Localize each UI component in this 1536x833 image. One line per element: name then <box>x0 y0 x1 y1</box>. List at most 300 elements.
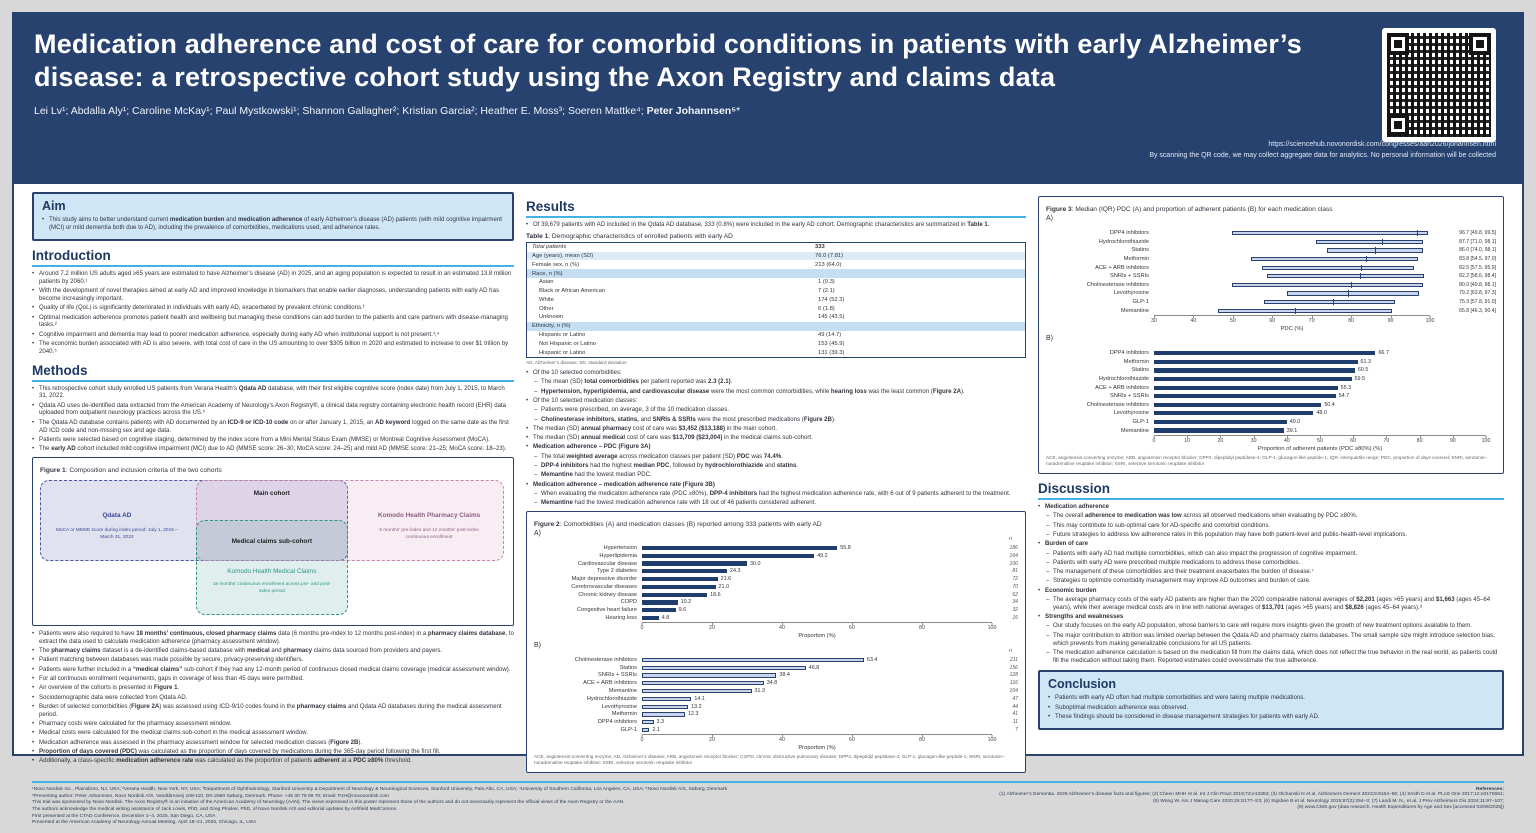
dash-marker: – <box>534 452 538 460</box>
bullet-item: • Optimal medication adherence promotes patient health and wellbeing but managing these conditions can add burden to the patients and care partners with disease-managing tasks.² <box>32 313 508 329</box>
axis-tick-label: 40 <box>779 735 785 744</box>
bullet-marker: • <box>526 221 529 228</box>
median-iqr-value: 83.8 [54.5, 97.0] <box>1459 256 1496 263</box>
bar-value-label: 4.8 <box>661 615 670 622</box>
bar <box>642 712 685 716</box>
median-line <box>1366 256 1367 262</box>
sub-bullet-item: – Hypertension, hyperlipidemia, and cardiovascular disease were the most common comorbidities, while hearing loss was the least common (Figure 2A). <box>534 387 965 395</box>
category-label: GLP-1 <box>620 727 637 734</box>
axis-tick-label: 60 <box>849 735 855 744</box>
category-label: Hydrochlorothiazide <box>1098 238 1149 245</box>
median-line <box>1351 282 1352 288</box>
aim-heading: Aim <box>42 199 66 213</box>
category-label: Memantine <box>608 688 637 695</box>
qr-code <box>1382 28 1496 142</box>
figure2b-chart <box>534 647 1018 752</box>
chart-row <box>1046 375 1496 384</box>
chart-row <box>1046 281 1496 290</box>
footer-line: Presented at the American Academy of Neurology Annual Meeting, April 18–21, 2026, Chicago, IL, USA <box>32 820 257 826</box>
dash-marker: – <box>534 489 538 497</box>
bullet-item: • The early AD cohort included mild cognitive impairment (MCI) due to AD (MMSE score: 26–30; MoCA score: 24–25) and mild AD (MMSE score: 21–25; MoCA score: 18–23). <box>32 445 507 453</box>
bullet-item: • Medical costs were calculated for the medical claims sub-cohort in the medical assessment window. <box>32 729 308 737</box>
bar-value-label: 3.3 <box>656 719 665 726</box>
bullet-marker: • <box>32 656 35 664</box>
affiliations-block <box>32 787 974 827</box>
bullet-marker: • <box>42 216 45 223</box>
axis-tick-label: 70 <box>1309 316 1315 325</box>
bullet-item: • Of the 10 selected medication classes: <box>526 396 638 404</box>
axis-tick-label: 80 <box>1348 316 1354 325</box>
n-value: 72 <box>1012 576 1018 583</box>
table1 <box>526 242 1026 358</box>
bullet-item: • Economic burden <box>1038 586 1097 594</box>
bullet-item: • Quality of life (QoL) is significantly deteriorated in individuals with early AD, exacerbated by prevalent chronic conditions.¹ <box>32 304 365 312</box>
category-label: Cholinesterase inhibitors <box>1086 401 1149 408</box>
bullet-marker: • <box>32 313 35 321</box>
dash-marker: – <box>534 378 538 386</box>
chart-row <box>534 679 1018 687</box>
bullet-item: • This retrospective cohort study enrolled US patients from Verana Health’s Qdata AD database, with their first eligible cognitive score (index date) from July 1, 2015, to March 31, 2022. <box>32 384 505 400</box>
n-value: 62 <box>1012 591 1018 598</box>
sub-bullet-item: – The management of these comorbidities and their treatment exacerbates the burden of disease.⁷ <box>1046 568 1314 576</box>
bar <box>1154 386 1338 390</box>
bar-value-label: 66.7 <box>1378 350 1389 357</box>
bullet-marker: • <box>32 435 35 443</box>
chart-row <box>1046 409 1496 418</box>
introduction-heading: Introduction <box>32 248 514 267</box>
dash-marker: – <box>534 415 538 423</box>
bar <box>642 689 752 693</box>
category-label: SNRIs + SSRIs <box>1109 393 1149 400</box>
bullet-marker: • <box>32 629 35 637</box>
chart-row <box>534 664 1018 672</box>
results-intro-bullets <box>526 221 1026 229</box>
bullet-item: • This study aims to better understand current medication burden and medication adherence of early Alzheimer’s disease (AD) patients (with mild cognitive impairment (MCI) or mild dementia both due to AD), including the prevalence of comorbidities, medications used, and adherence rates. <box>42 216 502 231</box>
n-value: 16 <box>1012 615 1018 622</box>
table-row: Not Hispanic or Latino 153 (45.9) <box>539 340 845 347</box>
bar <box>1154 377 1352 381</box>
table1-caption: Table 1: Demographic characteristics of enrolled patients with early AD <box>526 232 733 240</box>
bar <box>1154 360 1358 364</box>
dash-marker: – <box>534 471 538 479</box>
median-line <box>1382 239 1383 245</box>
bar-value-label: 48.0 <box>1316 410 1327 417</box>
venn-pharmacy-subtext: 6 months’ pre-index and 12 months’ post-index continuous enrollment <box>379 528 479 540</box>
category-label: COPD <box>620 599 637 606</box>
sub-bullet-item: – DPP-4 inhibitors had the highest median PDC, followed by hydrochlorothiazide and statins. <box>534 462 799 470</box>
methods-bullets-top <box>32 385 514 453</box>
bar-value-label: 46.8 <box>808 664 820 671</box>
bullet-marker: • <box>32 647 35 655</box>
bar-value-label: 21.0 <box>718 583 729 590</box>
chart-row <box>534 560 1018 568</box>
chart-row <box>534 567 1018 575</box>
category-label: DPP4 inhibitors <box>597 719 637 726</box>
bar-value-label: 61.3 <box>1360 358 1372 365</box>
axis-tick-label: 100 <box>988 735 997 744</box>
table-row: Asian 1 (0.3) <box>539 279 835 286</box>
median-iqr-value: 87.7 [71.0, 98.1] <box>1459 238 1496 245</box>
category-label: Hyperlipidemia <box>599 552 637 559</box>
chart-row <box>534 711 1018 719</box>
bullet-marker: • <box>32 702 35 710</box>
chart-row <box>1046 401 1496 410</box>
bar <box>642 561 747 565</box>
median-line <box>1295 308 1296 314</box>
dash-marker: – <box>1046 549 1050 557</box>
sub-bullet-item: – The average pharmacy costs of the early AD patients are higher than the 2020 comparable national averages of $2,201 (ages >65 years) and $1,663 (ages 45–64 years), while their average medical costs are in line with national averages of $13,701 (ages >65 years) and $8,826 (ages 45–64 years).⁸ <box>1046 596 1491 611</box>
figure3a-chart <box>1046 223 1496 333</box>
sub-bullet-item: – Memantine had the lowest medication adherence rate with 18 out of 46 patients considered adherent. <box>534 499 817 507</box>
median-line <box>1348 290 1349 296</box>
references-block <box>998 787 1504 827</box>
bar <box>1154 411 1313 415</box>
x-axis-title: PDC (%) <box>1280 325 1304 332</box>
bar-value-label: 59.5 <box>1354 376 1366 383</box>
x-axis-title: Proportion (%) <box>798 632 836 639</box>
x-axis-title: Proportion of adherent patients (PDC ≥80%) (%) <box>1257 445 1383 452</box>
chart-row <box>534 656 1018 664</box>
dash-marker: – <box>1046 521 1050 529</box>
qr-caption <box>856 140 1496 161</box>
footer-line: The authors acknowledge the medical writing assistance of Jack Lowis, PhD, and Greg Plosker, PhD, of Novo Nordisk A/S and editorial updates by Ashfield MedComms. <box>32 807 398 812</box>
x-axis <box>1046 435 1496 445</box>
bullet-marker: • <box>32 270 35 278</box>
chart-row <box>534 614 1018 622</box>
bullet-marker: • <box>32 747 35 755</box>
bullet-item: • Pharmacy costs were calculated for the pharmacy assessment window. <box>32 719 232 727</box>
bar-value-label: 38.4 <box>779 672 790 679</box>
category-label: Metformin <box>611 711 637 718</box>
x-axis <box>1046 315 1496 325</box>
bar <box>642 585 716 589</box>
bar-value-label: 13.2 <box>691 703 702 710</box>
venn-pharmacy-title: Komodo Health Pharmacy Claims <box>377 512 481 520</box>
bullet-item: • The median (SD) annual medical cost of care was $13,709 ($23,004) in the medical claims sub-cohort. <box>526 434 813 442</box>
bar-value-label: 49.2 <box>817 552 828 559</box>
sub-bullet-item: – The medication adherence calculation is based on the medication fill from the claims data, which does not reflect the true behavior in the real world, as patients could fill the medication without taking them. Reported estimates could overestimate the true adherence. <box>1046 648 1498 664</box>
iqr-range-bar <box>1262 266 1413 270</box>
bullet-item: • Of 39,679 patients with AD included in the Qdata AD database, 333 (0.8%) were included in the early AD cohort. Demographic characteristics are summarized in Table 1. <box>526 221 990 228</box>
median-iqr-value: 65.8 [46.3, 90.4] <box>1459 307 1496 314</box>
bullet-item: • With the development of novel therapies aimed at early AD and improved knowledge in biomarkers that enable earlier diagnoses, understanding patients with early AD has become increasingly important. <box>32 287 500 302</box>
figure1-venn-diagram <box>40 477 506 619</box>
bar-value-label: 12.3 <box>688 711 699 718</box>
qr-note: By scanning the QR code, we may collect aggregate data for analytics. No personal information will be collected <box>1149 151 1496 159</box>
axis-tick-label: 20 <box>1217 436 1223 445</box>
bullet-item: • Around 7.2 million US adults aged ≥65 years are estimated to have Alzheimer’s disease (AD) in 2025, and an aging population is expected to result in an estimated 13.8 million patients by 2060.¹ <box>32 270 512 285</box>
bar-value-label: 55.3 <box>1340 384 1352 391</box>
bar <box>1154 368 1355 372</box>
bullet-item: • Additionally, a class-specific medication adherence rate was calculated as the proportion of patients adherent at a PDC ≥80% threshold. <box>32 757 412 765</box>
sub-bullet-item: – The overall adherence to medication was low across all observed medications when evaluating by PDC ≥80%. <box>1046 512 1358 520</box>
chart-row <box>1046 298 1496 307</box>
qr-finder-icon <box>1387 114 1409 136</box>
bar-value-label: 31.3 <box>754 688 766 695</box>
bar <box>642 554 814 558</box>
axis-tick-label: 100 <box>988 623 997 632</box>
median-line <box>1360 273 1361 279</box>
iqr-range-bar <box>1251 257 1419 261</box>
median-line <box>1333 299 1334 305</box>
chart-row <box>1046 426 1496 435</box>
table-row: Other 6 (1.8) <box>539 305 835 312</box>
bar-value-label: 55.8 <box>840 544 851 551</box>
category-label: Cerebrovascular diseases <box>571 583 637 590</box>
n-value: 186 <box>1009 544 1018 551</box>
iqr-range-bar <box>1264 300 1395 304</box>
category-label: ACE + ARB inhibitors <box>583 680 637 687</box>
category-label: Statins <box>1131 247 1149 254</box>
bullet-marker: • <box>32 684 35 692</box>
category-label: Major depressive disorder <box>571 576 637 583</box>
median-iqr-value: 75.3 [57.8, 91.0] <box>1459 299 1496 306</box>
bullet-item: • Proportion of days covered (PDC) was calculated as the proportion of days covered by medications during the 365-day period following the first fill. <box>32 747 441 755</box>
category-label: SNRIs + SSRIs <box>1109 273 1149 280</box>
venn-qdata-title: Qdata AD <box>102 512 132 520</box>
bar-value-label: 60.5 <box>1357 367 1369 374</box>
category-label: Statins <box>1131 367 1149 374</box>
bar <box>642 681 764 685</box>
axis-tick-label: 100 <box>1426 316 1435 325</box>
bullet-marker: • <box>32 339 35 347</box>
iqr-range-bar <box>1287 291 1419 295</box>
figure2-footnote: ACE, angiotensin-converting enzyme; AD, Alzheimer’s disease; ARB, angiotensin receptor blocker; COPD, chronic obstructive pulmonary disease; DPP4, dipeptidyl peptidase-4; GLP-1, glucagon-like peptide-1; SNRI, serotonin–noradrenaline reuptake inhibitor; SSRI, selective serotonin reuptake inhibitor <box>534 753 1005 766</box>
poster-body <box>14 184 1522 781</box>
chart-row <box>534 718 1018 726</box>
bullet-marker: • <box>32 401 35 409</box>
n-value: 47 <box>1012 695 1018 702</box>
figure2a-chart <box>534 538 1018 640</box>
bullet-item: • For all continuous enrollment requirements, gaps in coverage of less than 45 days were permitted. <box>32 674 304 682</box>
chart-row <box>534 599 1018 607</box>
table-row: Total patients 333 <box>532 244 825 251</box>
bullet-item: • Strengths and weaknesses <box>1038 613 1124 621</box>
median-line <box>1361 265 1362 271</box>
figure3-caption: Figure 3: Median (IQR) PDC (A) and proportion of adherent patients (B) for each medication class <box>1046 206 1333 213</box>
bullet-item: • Medication adherence – medication adherence rate (Figure 3B) <box>526 480 715 488</box>
axis-tick-label: 40 <box>779 623 785 632</box>
bar <box>642 600 678 604</box>
bar <box>1154 420 1287 424</box>
figure1-box <box>32 457 514 626</box>
category-label: ACE + ARB inhibitors <box>1095 384 1149 391</box>
chart-row <box>1046 255 1496 264</box>
results-heading: Results <box>526 199 1026 218</box>
results-bullets <box>526 369 1026 507</box>
bar <box>642 577 718 581</box>
bullet-item: • Of the 10 selected comorbidities: <box>526 369 622 377</box>
bullet-marker: • <box>32 384 35 392</box>
poster-header <box>14 14 1522 184</box>
sub-bullet-item: – Cholinesterase inhibitors, statins, and SNRIs & SSRIs were the most prescribed medications (Figure 2B). <box>534 415 836 423</box>
axis-tick-label: 70 <box>1383 436 1389 445</box>
category-label: Levothyroxine <box>1113 410 1149 417</box>
bullet-marker: • <box>32 693 35 701</box>
median-iqr-value: 96.7 [49.8, 99.5] <box>1459 230 1496 237</box>
axis-tick-label: 80 <box>1417 436 1423 445</box>
bar <box>642 673 776 677</box>
n-value: 164 <box>1009 552 1018 559</box>
category-label: Cardiovascular disease <box>577 560 637 567</box>
table-row: Female sex, n (%) 213 (64.0) <box>532 261 842 268</box>
bar <box>642 616 659 620</box>
bullet-item: • Qdata AD uses de-identified data extracted from the American Academy of Neurology’s Axon Registry®, a clinical data registry containing electronic health record (EHR) data uploaded from outpatient neurology practices across the US.⁶ <box>32 401 507 417</box>
dash-marker: – <box>1046 577 1050 585</box>
chart-row <box>1046 392 1496 401</box>
discussion-heading: Discussion <box>1038 481 1504 500</box>
references-lines <box>998 792 1504 812</box>
bullet-marker: • <box>32 287 35 295</box>
category-label: Type 2 diabetes <box>596 568 637 575</box>
table-row: White 174 (52.3) <box>539 296 845 303</box>
qr-finder-icon <box>1387 33 1409 55</box>
poster <box>12 12 1524 826</box>
bullet-marker: • <box>1048 694 1051 702</box>
footer-line: *Presenting author: Peter Johannsen, Novo Nordisk A/S, Vandtårnsvej 108-110, DK-2860 Søborg, Denmark. Phone: +45 30 79 09 70; Email: PJH@novonordisk.com <box>32 793 389 799</box>
n-value: 156 <box>1009 664 1018 671</box>
category-label: SNRIs + SSRIs <box>597 672 637 679</box>
axis-tick-label: 90 <box>1450 436 1456 445</box>
axis-tick-label: 0 <box>641 623 644 632</box>
n-value: 104 <box>1009 688 1018 695</box>
figure2-panel-a-label: A) <box>534 530 541 538</box>
category-label: DPP4 inhibitors <box>1109 350 1149 357</box>
bar <box>642 728 649 732</box>
bar-value-label: 10.2 <box>680 599 692 606</box>
bar-value-label: 50.4 <box>1324 401 1335 408</box>
bullet-marker: • <box>32 757 35 765</box>
conclusion-heading: Conclusion <box>1048 677 1117 692</box>
axis-tick-label: 50 <box>1317 436 1323 445</box>
axis-tick-label: 80 <box>919 735 925 744</box>
bullet-item: • Patients with early AD often had multiple comorbidities and were taking multiple medications. <box>1048 694 1305 702</box>
footer-line: (8) www.CMS.gov (data research, Health Expenditures by Age and Sex [accessed 03/06/2025]) <box>1297 805 1504 811</box>
figure2-caption: Figure 2: Comorbidities (A) and medication classes (B) reported among 333 patients with early AD <box>534 521 822 529</box>
table-row: Black or African American 7 (2.1) <box>539 288 835 295</box>
category-label: Chronic kidney disease <box>578 591 637 598</box>
chart-row <box>1046 418 1496 427</box>
axis-tick-label: 60 <box>1350 436 1356 445</box>
axis-tick-label: 60 <box>849 623 855 632</box>
bullet-item: • These findings should be considered in disease management strategies for patients with early AD. <box>1048 713 1320 721</box>
axis-tick-label: 30 <box>1151 316 1157 325</box>
n-value: 81 <box>1012 568 1018 575</box>
chart-row <box>1046 383 1496 392</box>
figure3-panel-b-label: B) <box>1046 334 1053 342</box>
sub-bullet-item: – Patients with early AD were prescribed multiple medications to address these comorbidities. <box>1046 558 1301 566</box>
footer-line: ¹Novo Nordisk Inc., Plainsboro, NJ, USA; ²Verana Health, New York, NY, USA; ³Department of Ophthalmology, Stanford University & Department of Neurology & Neurological Sciences, Stanford University, Palo Alto, CA, USA; ⁴University of Southern California, Los Angeles, CA, USA; ⁵Novo Nordisk A/S, Søborg, Denmark <box>32 787 728 793</box>
iqr-range-bar <box>1232 231 1428 235</box>
figure3-footnote: ACE, angiotensin-converting enzyme; ARB, angiotensin receptor blocker; DPP4, dipeptidyl peptidase-4; GLP-1, glucagon-like peptide-1; IQR, interquartile range; PDC, proportion of days covered; SNRI, serotonin–noradrenaline reuptake inhibitor; SSRI, selective serotonin reuptake inhibitor <box>1046 454 1488 466</box>
methods-heading: Methods <box>32 363 514 382</box>
bullet-marker: • <box>526 443 529 451</box>
category-label: Hearing loss <box>605 615 637 622</box>
bar <box>642 705 688 709</box>
bar <box>642 697 691 701</box>
chart-row <box>534 606 1018 614</box>
median-iqr-value: 82.5 [57.5, 95.9] <box>1459 264 1496 271</box>
iqr-range-bar <box>1232 283 1422 287</box>
bullet-item: • Patients were selected based on cognitive staging, determined by the index score from a Mini Mental Status Exam (MMSE) or Montreal Cognitive Assessment (MoCA). <box>32 435 490 443</box>
iqr-range-bar <box>1316 240 1423 244</box>
dash-marker: – <box>1046 558 1050 566</box>
figure2-panel-b-label: B) <box>534 641 541 649</box>
bar-value-label: 34.8 <box>766 680 778 687</box>
venn-medical-title: Komodo Health Medical Claims <box>227 567 317 575</box>
chart-row <box>1046 272 1496 281</box>
footer-line: First presented at the CTAD Conference, December 1–4, 2025, San Diego, CA, USA <box>32 813 216 819</box>
bar-value-label: 39.1 <box>1286 427 1298 434</box>
chart-row <box>534 687 1018 695</box>
category-label: GLP-1 <box>1132 418 1149 425</box>
venn-medical-subcohort-label: Medical claims sub-cohort <box>231 537 312 545</box>
bar-value-label: 2.1 <box>652 727 660 734</box>
chart-row <box>534 672 1018 680</box>
axis-tick-label: 40 <box>1190 316 1196 325</box>
bullet-item: • Patients were further included in a “medical claims” sub-cohort if they had any 12-month period of continuous closed medical claims coverage (medical assessment window). <box>32 665 511 673</box>
column-right <box>1038 192 1504 777</box>
bullet-marker: • <box>1038 586 1041 594</box>
sub-bullet-item: – The mean (SD) total comorbidities per patient reported was 2.3 (2.1). <box>534 378 733 386</box>
category-label: Metformin <box>1123 256 1149 263</box>
references-label: References: <box>1476 787 1504 793</box>
category-label: Memantine <box>1120 307 1149 314</box>
bullet-marker: • <box>526 480 529 488</box>
bar-value-label: 14.1 <box>694 695 705 702</box>
chart-row <box>1046 306 1496 315</box>
bullet-item: • Medication adherence <box>1038 503 1110 511</box>
sub-bullet-item: – The total weighted average across medication classes per patient (SD) PDC was 74.4%. <box>534 452 783 460</box>
category-label: Hypertension <box>603 544 637 551</box>
bar-value-label: 40.0 <box>1289 418 1301 425</box>
n-column-header: n <box>1009 647 1012 654</box>
bar <box>1154 428 1284 432</box>
bullet-marker: • <box>526 396 529 404</box>
dash-marker: – <box>1046 568 1050 576</box>
bullet-item: • Burden of care <box>1038 540 1089 548</box>
table-row: Age (years), mean (SD) 76.0 (7.81) <box>527 252 1025 261</box>
bullet-marker: • <box>32 738 35 746</box>
category-label: Levothyroxine <box>1113 290 1149 297</box>
bar <box>642 608 676 612</box>
x-axis <box>534 734 1018 744</box>
category-label: Metformin <box>1123 358 1149 365</box>
dash-marker: – <box>1046 648 1050 656</box>
chart-row <box>1046 246 1496 255</box>
axis-tick-label: 60 <box>1269 316 1275 325</box>
bullet-item: • Sociodemographic data were collected from Qdata AD. <box>32 693 188 701</box>
bullet-item: • An overview of the cohorts is presented in Figure 1. <box>32 684 180 692</box>
median-iqr-value: 86.0 [74.0, 98.1] <box>1459 247 1496 254</box>
axis-tick-label: 20 <box>709 735 715 744</box>
chart-row <box>1046 263 1496 272</box>
bullet-item: • The median (SD) annual pharmacy cost of care was $3,452 ($13,188) in the main cohort. <box>526 424 777 432</box>
dash-marker: – <box>1046 596 1050 604</box>
median-line <box>1417 230 1418 236</box>
category-label: Memantine <box>1120 427 1149 434</box>
authors-line: Lei Lv¹; Abdalla Aly¹; Caroline McKay¹; Paul Mystkowski¹; Shannon Gallagher²; Kristian Garcia²; Heather E. Moss³; Soeren Mattke⁴; Peter Johannsen⁵* <box>34 104 741 117</box>
bullet-marker: • <box>1048 713 1051 721</box>
axis-tick-label: 50 <box>1230 316 1236 325</box>
bullet-item: • Medication adherence – PDC (Figure 3A) <box>526 443 651 451</box>
dash-marker: – <box>534 406 538 414</box>
chart-row <box>1046 366 1496 375</box>
category-label: Cholinesterase inhibitors <box>574 656 637 663</box>
sub-bullet-item: – This may contribute to sub-optimal care for AD-specific and comorbid conditions. <box>1046 521 1271 529</box>
column-left <box>32 192 514 777</box>
axis-tick-label: 90 <box>1388 316 1394 325</box>
